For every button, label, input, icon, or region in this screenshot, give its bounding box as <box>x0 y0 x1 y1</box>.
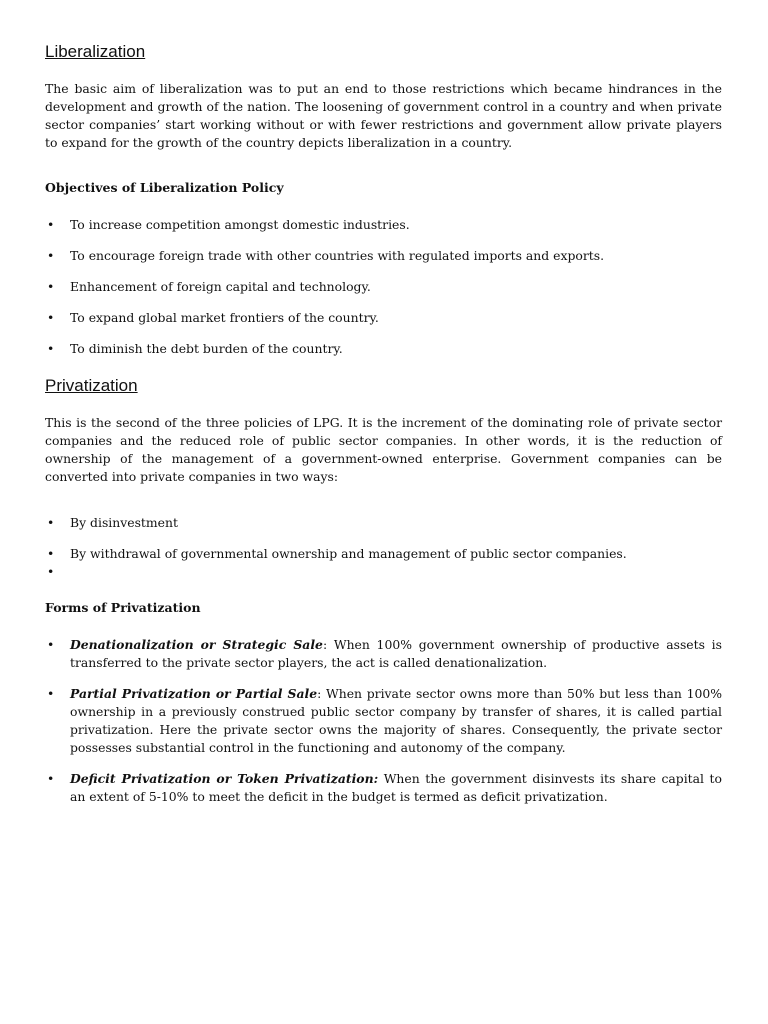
liberalization-title: Liberalization <box>45 42 146 61</box>
list-item: • To encourage foreign trade with other countries with regulated imports and exports. <box>47 248 605 263</box>
bullet-icon: • <box>47 341 55 356</box>
bullet-icon: • <box>47 310 55 325</box>
objectives-heading: Objectives of Liberalization Policy <box>45 180 284 195</box>
list-item: • To increase competition amongst domestic industries. <box>47 217 410 232</box>
bullet-icon: • <box>47 564 55 579</box>
privatization-paragraph: This is the second of the three policies of LPG. It is the increment of the dominating role of private sector companies and the reduced role of public sector companies. In other words, it is the reduction of ownership of the management of a government-owned enterprise. Government companies can be converted into private companies in two ways: <box>45 415 722 484</box>
list-item: • Denationalization or Strategic Sale: When 100% government ownership of productive assets is transferred to the private sector players, the act is called denationalization. <box>47 637 722 670</box>
forms-list <box>45 636 722 806</box>
bullet-icon: • <box>47 546 55 561</box>
privatization-title: Privatization <box>45 376 138 395</box>
bullet-icon: • <box>47 771 55 786</box>
privatization-ways-list <box>45 514 722 581</box>
bullet-icon: • <box>47 248 55 263</box>
list-item: • Deficit Privatization or Token Privatization: When the government disinvests its share capital to an extent of 5-10% to meet the deficit in the budget is termed as deficit privatization. <box>47 771 722 804</box>
bullet-icon: • <box>47 279 55 294</box>
list-item: • To diminish the debt burden of the country. <box>47 341 343 356</box>
bullet-icon: • <box>47 637 55 652</box>
list-item <box>45 563 722 581</box>
list-item: • Enhancement of foreign capital and technology. <box>47 279 371 294</box>
objectives-list <box>45 216 722 358</box>
bullet-icon: • <box>47 217 55 232</box>
bullet-icon: • <box>47 515 55 530</box>
forms-heading: Forms of Privatization <box>45 600 201 615</box>
list-item: • By disinvestment <box>47 515 178 530</box>
list-item: • By withdrawal of governmental ownership and management of public sector companies. <box>47 546 627 561</box>
liberalization-paragraph: The basic aim of liberalization was to put an end to those restrictions which became hindrances in the development and growth of the nation. The loosening of government control in a country and when private sector companies’ start working without or with fewer restrictions and government allow private players to expand for the growth of the country depicts liberalization in a country. <box>45 81 722 150</box>
bullet-icon: • <box>47 686 55 701</box>
list-item: • Partial Privatization or Partial Sale: When private sector owns more than 50% but less than 100% ownership in a previously construed public sector company by transfer of shares, it is called partial privatization. Here the private sector owns the majority of shares. Consequently, the private sector possesses substantial control in the functioning and autonomy of the company. <box>47 686 722 755</box>
list-item: • To expand global market frontiers of the country. <box>47 310 379 325</box>
